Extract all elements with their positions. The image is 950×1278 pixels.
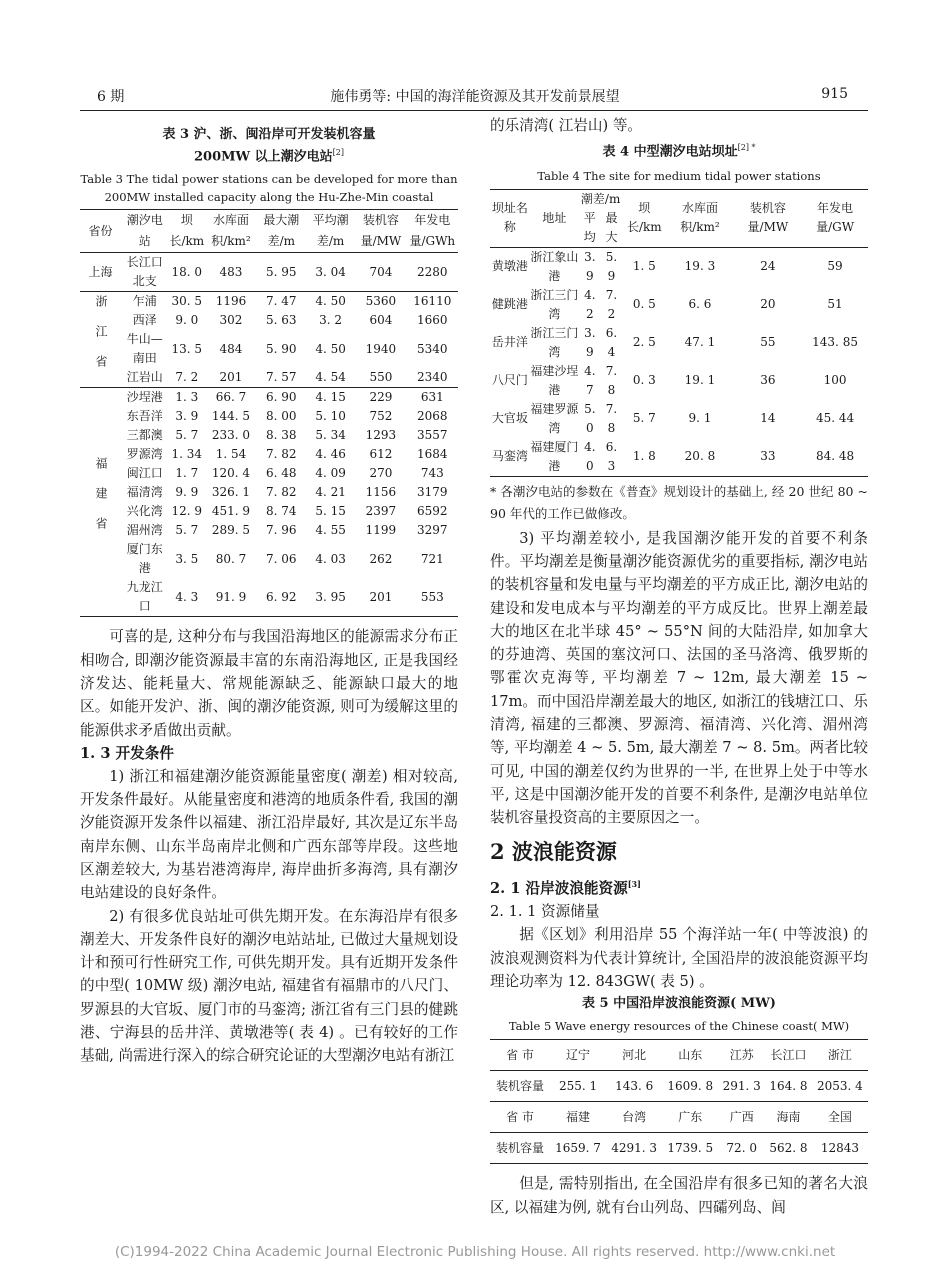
table3-row — [80, 407, 458, 426]
table5-cell: 291. 3 — [722, 1079, 761, 1094]
table4-note: * 各潮汐电站的参数在《普查》规划设计的基础上, 经 20 世纪 80 ~ 90 年代的工作已做修改。 — [490, 483, 868, 521]
table4-cell: 5. 0 — [584, 401, 596, 435]
table3-station-cell: 闽江口 — [126, 466, 163, 481]
table3-station-cell: 长江口北支 — [126, 255, 163, 289]
table3-cell: 2397 — [365, 504, 397, 519]
table3-cell: 120. 4 — [211, 466, 251, 481]
table3-row — [80, 483, 458, 502]
table3-cell: 5. 34 — [315, 428, 346, 443]
header-rule — [80, 110, 868, 111]
table3-cell: 18. 0 — [171, 264, 203, 279]
table4-cell: 4. 7 — [584, 363, 596, 397]
table4-cell: 9. 1 — [688, 411, 712, 426]
left-para-1: 可喜的是, 这种分布与我国沿海地区的能源需求分布正相吻合, 即潮汐能资源最丰富的东南沿海地区, 正是我国经济发达、能耗量大、常规能源缺乏、能源缺口最大的地区。如能开发沪、浙、闽的潮汐能资源, 则可为缓解这里的能源供求矛盾做出贡献。 — [80, 628, 458, 739]
table3-cell: 483 — [219, 264, 243, 279]
section-1-3-heading: 1. 3 开发条件 — [80, 744, 174, 762]
table3-caption-zh-1: 表 3 沪、浙、闽沿岸可开发装机容量 — [162, 127, 376, 142]
table5-cell: 河北 — [622, 1048, 647, 1063]
table5-cell: 辽宁 — [566, 1048, 591, 1063]
section-2-1-1-heading: 2. 1. 1 资源储量 — [490, 903, 600, 921]
table4-cell: 24 — [760, 259, 776, 274]
table3-cell: 8. 74 — [266, 504, 297, 519]
table3-row — [80, 426, 458, 445]
table3-cell: 4. 54 — [315, 370, 346, 385]
table3-cell: 3. 95 — [315, 589, 346, 604]
table4-ref: [2] * — [737, 143, 756, 153]
table3-cell: 1293 — [365, 428, 397, 443]
table5-cell: 4291. 3 — [611, 1141, 658, 1156]
table3-cell: 4. 50 — [315, 294, 346, 309]
table3-cell: 13. 5 — [171, 341, 203, 356]
th-dam-length: 坝长/km — [169, 213, 205, 249]
table3-cell: 451. 9 — [211, 504, 251, 519]
table3-cell: 743 — [420, 466, 444, 481]
table4-cell: 36 — [760, 373, 776, 388]
table4-cell: 55 — [760, 335, 776, 350]
th-reservoir: 水库面积/km² — [211, 213, 251, 249]
th-annual-generation: 年发电量/GW — [816, 201, 855, 235]
table3-cell: 4. 03 — [315, 551, 346, 566]
table5-cell: 143. 6 — [615, 1079, 654, 1094]
table3-cell: 144. 5 — [211, 409, 251, 424]
table4-cell: 2. 5 — [632, 335, 656, 350]
table4-cell: 143. 85 — [812, 335, 858, 350]
table3-cell: 7. 82 — [266, 485, 297, 500]
table3-cell: 1156 — [365, 485, 397, 500]
table3-cell: 4. 09 — [315, 466, 346, 481]
table5-cell: 广西 — [729, 1110, 754, 1125]
table4-cell: 1. 8 — [632, 449, 656, 464]
copyright-footer: (C)1994-2022 China Academic Journal Electronic Publishing House. All rights reserved. http://www.cnki.net — [114, 1244, 836, 1260]
table3-cell: 4. 50 — [315, 341, 346, 356]
table4-site-cell: 马銮湾 — [491, 449, 528, 464]
table3-station-cell: 沙埕港 — [126, 390, 163, 405]
table5-cell: 福建 — [566, 1110, 591, 1125]
table3-row — [80, 253, 458, 292]
table4-cell: 33 — [760, 449, 776, 464]
table3-cell: 229 — [369, 390, 393, 405]
table3-cell: 201 — [369, 589, 393, 604]
table5-cell: 562. 8 — [769, 1141, 808, 1156]
table3-row — [80, 578, 458, 617]
table5-cell: 台湾 — [622, 1110, 647, 1125]
table5-cell: 江苏 — [729, 1048, 754, 1063]
table3-cell: 302 — [219, 313, 243, 328]
table3-cell: 7. 47 — [266, 294, 297, 309]
table3-cell: 1684 — [417, 447, 448, 462]
table3-cell: 2068 — [417, 409, 448, 424]
table4-cell: 浙江三门湾 — [530, 325, 579, 359]
table3-row — [80, 502, 458, 521]
table3-cell: 1196 — [215, 294, 247, 309]
table3-row — [80, 292, 458, 312]
table4-caption-zh: 表 4 中型潮汐电站坝址 — [602, 144, 738, 160]
th-installed-capacity: 装机容量/MW — [747, 201, 789, 235]
table3-station-cell: 福清湾 — [126, 485, 163, 500]
table5-row4-label: 装机容量 — [495, 1141, 544, 1156]
table3-cell: 550 — [369, 370, 393, 385]
table3-cell: 704 — [369, 264, 393, 279]
table3-cell: 3179 — [417, 485, 448, 500]
table3-cell: 80. 7 — [215, 551, 247, 566]
table5-cell: 1609. 8 — [667, 1079, 714, 1094]
table4-row — [490, 362, 868, 400]
th-max: 最大 — [605, 210, 618, 244]
table4-cell: 3. 9 — [584, 325, 596, 359]
table3-cell: 8. 38 — [266, 428, 297, 443]
table3-ref: [2] — [332, 148, 344, 157]
th-mean: 平均 — [583, 210, 596, 244]
table5-caption-zh: 表 5 中国沿岸波浪能资源( MW) — [582, 996, 776, 1012]
table3-station-cell: 牛山—南田 — [126, 332, 163, 366]
table5-cell: 全国 — [827, 1110, 852, 1125]
table3-cell: 270 — [369, 466, 393, 481]
table5-cell: 海南 — [776, 1110, 801, 1125]
table3-cell: 8. 00 — [266, 409, 297, 424]
table3-cell: 91. 9 — [215, 589, 247, 604]
table3-row — [80, 368, 458, 388]
table3-cell: 3. 04 — [315, 264, 346, 279]
table3-station-cell: 东吾洋 — [126, 409, 163, 424]
table3-province-cell: 上海 — [88, 264, 113, 279]
table4-row — [490, 247, 868, 286]
table3-cell: 262 — [369, 551, 393, 566]
table3-station-cell: 乍浦 — [132, 294, 157, 309]
table4-cell: 4. 0 — [584, 439, 596, 473]
th-location: 地址 — [542, 210, 567, 225]
table3-cell: 6. 92 — [266, 589, 297, 604]
table4 — [490, 189, 868, 477]
table5-row3-label: 省 市 — [506, 1110, 534, 1125]
table3-cell: 5. 15 — [315, 504, 346, 519]
table3-caption — [80, 126, 458, 206]
table3-cell: 12. 9 — [171, 504, 203, 519]
th-capacity: 装机容量/MW — [360, 213, 402, 249]
table4-site-cell: 大官坂 — [491, 411, 528, 426]
table4-cell: 0. 5 — [632, 297, 656, 312]
table5-cell: 长江口 — [770, 1048, 807, 1063]
table3-cell: 6. 48 — [266, 466, 297, 481]
table3-cell: 1. 3 — [175, 390, 199, 405]
table3-cell: 7. 57 — [266, 370, 297, 385]
table5-row1-label: 省 市 — [506, 1048, 534, 1063]
table4-row — [490, 438, 868, 477]
table4-site-cell: 八尺门 — [491, 373, 528, 388]
table3-cell: 5. 90 — [266, 341, 297, 356]
table3-caption-en-2: 200MW installed capacity along the Hu-Zhe-Min coastal — [104, 190, 434, 205]
table3-row — [80, 464, 458, 483]
table5-caption-en: Table 5 Wave energy resources of the Chinese coast( MW) — [508, 1019, 850, 1034]
table3-cell: 604 — [369, 313, 393, 328]
table5-cell: 山东 — [678, 1048, 703, 1063]
th-dam-length: 坝长/km — [626, 201, 662, 235]
table3-cell: 233. 0 — [211, 428, 251, 443]
table4-cell: 14 — [760, 411, 776, 426]
table3-cell: 4. 46 — [315, 447, 346, 462]
table3-row — [80, 540, 458, 578]
table4-row — [490, 324, 868, 362]
table3-caption-en-1: Table 3 The tidal power stations can be developed for more than — [80, 172, 458, 187]
table4-cell: 6. 3 — [605, 439, 618, 473]
table4-cell: 3. 9 — [584, 249, 596, 283]
table4-cell: 51 — [827, 297, 843, 312]
table3-cell: 7. 2 — [175, 370, 199, 385]
table4-cell: 20. 8 — [684, 449, 716, 464]
table3 — [80, 209, 458, 617]
table3-cell: 6. 90 — [266, 390, 297, 405]
table4-cell: 59 — [827, 259, 843, 274]
left-para-2: 1) 浙江和福建潮汐能资源能量密度( 潮差) 相对较高, 开发条件最好。从能量密度和港湾的地质条件看, 我国的潮汐能资源开发条件以福建、浙江沿岸最好, 其次是辽东半岛南岸东侧、山东半岛南岸北侧和广西东部等岸段。这些地区潮差较大, 为基岩港湾海岸, 海岸曲折多海湾, 具有潮汐电站建设的良好条件。 — [80, 767, 458, 902]
table3-caption-zh-2: 200MW 以上潮汐电站 — [194, 149, 333, 165]
right-para-1: 3) 平均潮差较小, 是我国潮汐能开发的首要不利条件。平均潮差是衡量潮汐能资源优劣的重要指标, 潮汐电站的装机容量和发电量与平均潮差的平方成正比, 潮汐电站的建设和发电成本与平均潮差的平方成反比。世界上潮差最大的地区在北半球 45° ~ 55°N 间的大陆沿岸, 如加拿大的芬迪湾、英国的塞汶河口、法国的圣马洛湾、俄罗斯的鄂霍次克海等, 平均潮差 7 ~ 12m, 最大潮差 15 ~ 17m。而中国沿岸潮差最大的地区, 如浙江的钱塘江口、乐清湾, 福建的三都澳、罗源湾、福清湾、兴化湾、湄州湾等, 平均潮差 4 ~ 5. 5m, 最大潮差 7 ~ 8. 5m。两者比较可见, 中国的潮差仅约为世界的一半, 在世界上处于中等水平, 这是中国潮汐能开发的首要不利条件, 是潮汐电站单位装机容量投资高的主要原因之一。 — [490, 529, 868, 827]
table4-caption-en: Table 4 The site for medium tidal power stations — [537, 168, 821, 183]
table3-cell: 5. 7 — [175, 428, 199, 443]
table3-cell: 4. 15 — [315, 390, 346, 405]
table3-cell: 9. 0 — [175, 313, 199, 328]
table4-cell: 100 — [823, 373, 847, 388]
table3-province-cell: 浙江省 — [94, 294, 109, 385]
table4-cell: 4. 2 — [584, 287, 596, 321]
table4-cell: 7. 2 — [605, 287, 618, 321]
table3-cell: 1. 34 — [171, 447, 203, 462]
th-mean-tide: 平均潮差/m — [312, 213, 349, 249]
th-max-tide: 最大潮差/m — [263, 213, 300, 249]
th-site-name: 坝址名称 — [491, 201, 528, 235]
table4-cell: 45. 44 — [815, 411, 855, 426]
table3-cell: 1940 — [365, 341, 397, 356]
table3-cell: 30. 5 — [171, 294, 203, 309]
table4-row — [490, 286, 868, 324]
table3-cell: 3297 — [417, 523, 448, 538]
table4-site-cell: 黄墩港 — [491, 259, 528, 274]
table3-cell: 1. 7 — [175, 466, 199, 481]
table4-cell: 20 — [760, 297, 776, 312]
table3-cell: 3. 9 — [175, 409, 199, 424]
table3-cell: 1. 54 — [215, 447, 247, 462]
table4-cell: 福建厦门港 — [530, 439, 579, 473]
table4-cell: 84. 48 — [815, 449, 855, 464]
table4-cell: 0. 3 — [632, 373, 656, 388]
left-para-3: 2) 有很多优良站址可供先期开发。在东海沿岸有很多潮差大、开发条件良好的潮汐电站站址, 已做过大量规划设计和预可行性研究工作, 可供先期开发。具有近期开发条件的中型( 10MW 级) 潮汐电站, 福建省有福鼎市的八尺门、罗源县的大官坂、厦门市的马銮湾; 浙江省有三门县的健跳港、宁海县的岳井洋、黄墩港等( 表 4) 。已有较好的工作基础, 尚需进行深入的综合研究论证的大型潮汐电站有浙江 — [80, 907, 458, 1065]
table4-cell: 7. 8 — [605, 401, 618, 435]
th-station: 潮汐电站 — [126, 213, 163, 249]
table3-cell: 1660 — [417, 313, 448, 328]
table3-station-cell: 九龙江口 — [126, 580, 163, 614]
table3-cell: 4. 21 — [315, 485, 346, 500]
table4-cell: 19. 1 — [684, 373, 716, 388]
issue-number: 6 期 — [97, 89, 125, 105]
table3-row — [80, 445, 458, 464]
table4-cell: 6. 4 — [605, 325, 618, 359]
table3-station-cell: 西泽 — [132, 313, 157, 328]
table5-cell: 1739. 5 — [667, 1141, 714, 1156]
table4-body — [490, 247, 868, 476]
table3-cell: 5360 — [365, 294, 397, 309]
table4-cell: 47. 1 — [684, 335, 716, 350]
table4-cell: 7. 8 — [605, 363, 618, 397]
right-column — [490, 114, 868, 1219]
running-title: 施伟勇等: 中国的海洋能资源及其开发前景展望 — [330, 89, 620, 105]
table5-cell: 1659. 7 — [555, 1141, 601, 1156]
table3-row — [80, 388, 458, 408]
table4-cell: 浙江三门湾 — [530, 287, 579, 321]
table3-cell: 3. 5 — [175, 551, 199, 566]
page-number: 915 — [821, 86, 848, 102]
table4-cell: 福建沙埕港 — [530, 363, 579, 397]
table4-cell: 浙江象山港 — [530, 249, 579, 283]
table3-cell: 1199 — [365, 523, 397, 538]
table3-row — [80, 330, 458, 368]
table3-cell: 721 — [420, 551, 444, 566]
table3-cell: 289. 5 — [211, 523, 251, 538]
table3-cell: 201 — [219, 370, 243, 385]
table3-body — [80, 253, 458, 617]
table3-cell: 16110 — [413, 294, 452, 309]
table3-cell: 5340 — [417, 341, 448, 356]
table3-row — [80, 521, 458, 540]
table5-cell: 255. 1 — [558, 1079, 598, 1094]
th-reservoir-area: 水库面积/km² — [680, 201, 720, 235]
table5-cell: 广东 — [678, 1110, 703, 1125]
table3-cell: 2280 — [417, 264, 448, 279]
final-para: 但是, 需特别指出, 在全国沿岸有很多已知的著名大浪区, 以福建为例, 就有台山列岛、四礵列岛、闾 — [490, 1175, 868, 1216]
right-top-text: 的乐清湾( 江岩山) 等。 — [490, 117, 643, 134]
table3-station-cell: 三都澳 — [126, 428, 163, 443]
table3-cell: 752 — [369, 409, 393, 424]
table3-province-cell: 福建省 — [94, 457, 109, 548]
section-2-1-ref: [3] — [627, 879, 641, 890]
table3-cell: 612 — [369, 447, 393, 462]
table3-cell: 3. 2 — [319, 313, 343, 328]
table3-cell: 5. 7 — [175, 523, 199, 538]
table4-site-cell: 健跳港 — [491, 297, 528, 312]
th-annual-output: 年发电量/GWh — [409, 213, 456, 249]
table3-row — [80, 311, 458, 330]
para-2-1-1: 据《区划》利用沿岸 55 个海洋站一年( 中等波浪) 的波浪观测资料为代表计算统计, 全国沿岸的波浪能资源平均理论功率为 12. 843GW( 表 5) 。 — [490, 926, 868, 990]
table3-cell: 7. 82 — [266, 447, 297, 462]
table4-row — [490, 400, 868, 438]
table4-cell: 6. 6 — [688, 297, 712, 312]
table5-cell: 12843 — [820, 1141, 859, 1156]
table3-station-cell: 江岩山 — [126, 370, 163, 385]
table3-cell: 66. 7 — [215, 390, 247, 405]
left-column — [80, 114, 458, 1068]
section-2-heading: 2 波浪能资源 — [490, 839, 617, 865]
table5-cell: 2053. 4 — [817, 1079, 863, 1094]
table3-station-cell: 兴化湾 — [126, 504, 163, 519]
table4-site-cell: 岳井洋 — [491, 335, 528, 350]
table3-cell: 553 — [420, 589, 444, 604]
table3-cell: 4. 55 — [315, 523, 346, 538]
table3-cell: 2340 — [417, 370, 448, 385]
table3-cell: 7. 06 — [266, 551, 297, 566]
table3-cell: 3557 — [417, 428, 448, 443]
section-2-1-heading: 2. 1 沿岸波浪能资源 — [490, 880, 628, 898]
table4-cell: 5. 9 — [605, 249, 618, 283]
table5-cell: 浙江 — [827, 1048, 852, 1063]
table4-cell: 5. 7 — [632, 411, 656, 426]
table5 — [490, 1039, 868, 1164]
th-province: 省份 — [88, 223, 113, 238]
table3-cell: 484 — [219, 341, 243, 356]
table3-cell: 326. 1 — [211, 485, 251, 500]
table3-station-cell: 湄州湾 — [126, 523, 163, 538]
table3-cell: 6592 — [417, 504, 448, 519]
table3-cell: 631 — [420, 390, 444, 405]
table4-cell: 19. 3 — [684, 259, 716, 274]
table3-cell: 9. 9 — [175, 485, 199, 500]
table3-station-cell: 厦门东港 — [126, 542, 163, 576]
table3-station-cell: 罗源湾 — [126, 447, 163, 462]
table4-cell: 1. 5 — [632, 259, 656, 274]
table5-cell: 164. 8 — [769, 1079, 808, 1094]
table3-cell: 5. 95 — [266, 264, 297, 279]
table3-cell: 4. 3 — [175, 589, 199, 604]
table5-row2-label: 装机容量 — [495, 1079, 544, 1094]
table4-cell: 福建罗源湾 — [530, 401, 579, 435]
th-tidal-range: 潮差/m — [580, 191, 621, 206]
running-header — [0, 86, 950, 108]
table3-cell: 7. 96 — [266, 523, 297, 538]
table3-cell: 5. 10 — [315, 409, 346, 424]
table3-cell: 5. 63 — [266, 313, 297, 328]
table5-cell: 72. 0 — [726, 1141, 757, 1156]
